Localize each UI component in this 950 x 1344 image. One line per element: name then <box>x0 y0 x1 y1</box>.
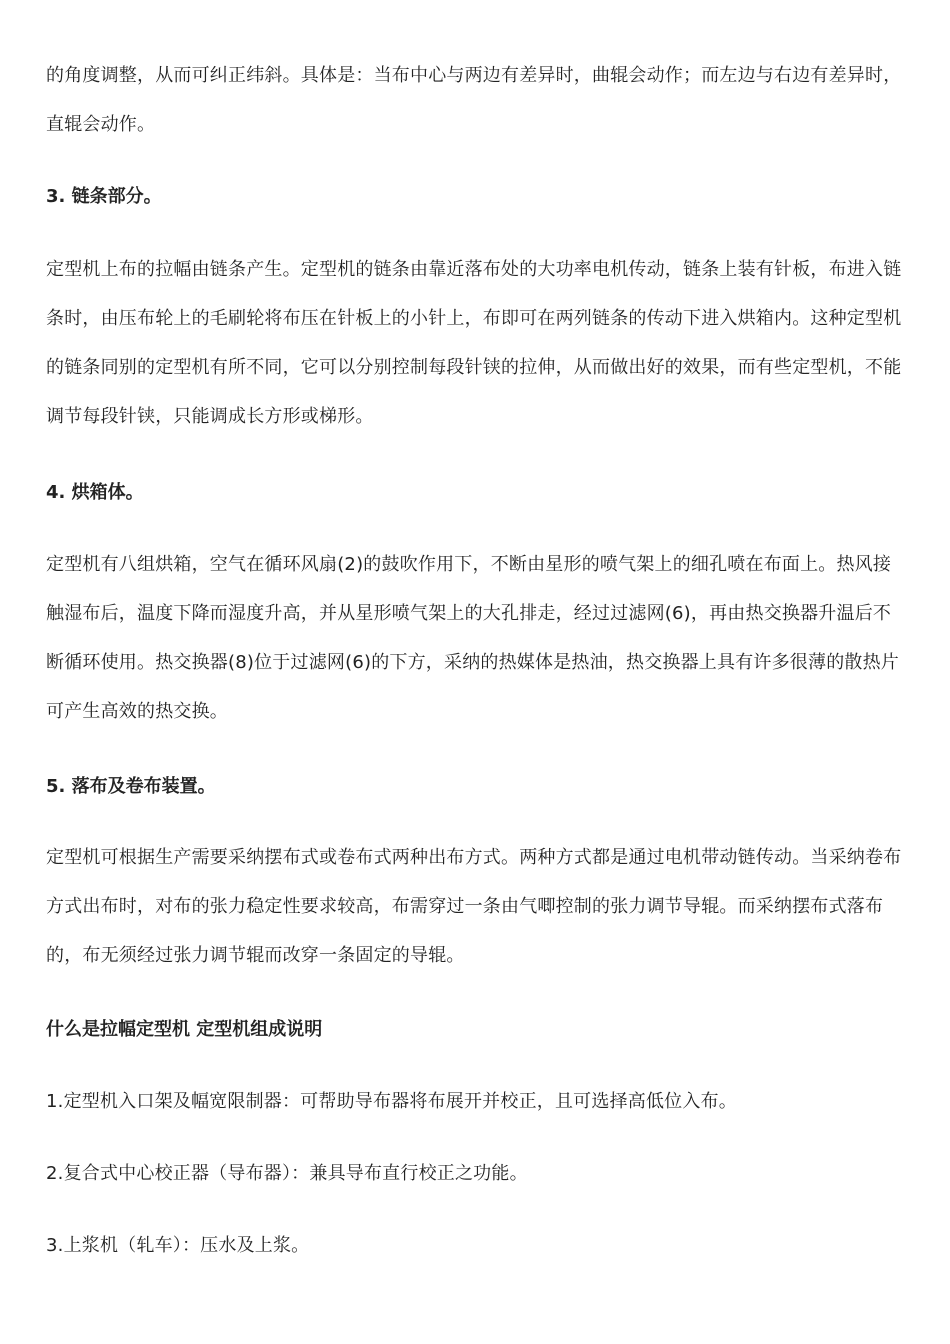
list-item-text: 3.上浆机（轧车）：压水及上浆。 <box>46 1235 310 1256</box>
paragraph-winding <box>46 833 904 980</box>
heading-text: 什么是拉幅定型机 定型机组成说明 <box>46 1019 323 1040</box>
list-item-text: 1.定型机入口架及幅宽限制器：可帮助导布器将布展开并校正，且可选择高低位入布。 <box>46 1091 737 1112</box>
heading-text: 3. 链条部分。 <box>46 186 162 207</box>
paragraph-text: 的角度调整，从而可纠正纬斜。具体是：当布中心与两边有差异时，曲辊会动作；而左边与右边有差异时，直辊会动作。 <box>46 65 902 135</box>
heading-text: 5. 落布及卷布装置。 <box>46 776 216 797</box>
list-item-center-corrector <box>46 1149 904 1198</box>
list-item-entry-frame <box>46 1077 904 1126</box>
heading-text: 4. 烘箱体。 <box>46 482 144 503</box>
section-heading-oven <box>46 468 904 517</box>
list-item-text: 2.复合式中心校正器（导布器）：兼具导布直行校正之功能。 <box>46 1163 528 1184</box>
paragraph-chain <box>46 245 904 441</box>
paragraph-text: 定型机有八组烘箱，空气在循环风扇(2)的鼓吹作用下，不断由星形的喷气架上的细孔喷在布面上。热风接触湿布后，温度下降而湿度升高，并从星形喷气架上的大孔排走，经过过滤网(6)，再由热交换器升温后不断循环使用。热交换器(8)位于过滤网(6)的下方，采纳的热媒体是热油，热交换器上具有许多很薄的散热片可产生高效的热交换。 <box>46 554 899 722</box>
section-heading-chain <box>46 172 904 221</box>
section-heading-winding <box>46 762 904 811</box>
paragraph-text: 定型机可根据生产需要采纳摆布式或卷布式两种出布方式。两种方式都是通过电机带动链传动。当采纳卷布方式出布时，对布的张力稳定性要求较高，布需穿过一条由气唧控制的张力调节导辊。而采纳摆布式落布的，布无须经过张力调节辊而改穿一条固定的导辊。 <box>46 847 902 966</box>
section-heading-stenter <box>46 1005 904 1054</box>
paragraph-weft-correction <box>46 51 904 149</box>
list-item-padder <box>46 1221 904 1270</box>
paragraph-oven <box>46 540 904 736</box>
paragraph-text: 定型机上布的拉幅由链条产生。定型机的链条由靠近落布处的大功率电机传动，链条上装有针板，布进入链条时，由压布轮上的毛刷轮将布压在针板上的小针上，布即可在两列链条的传动下进入烘箱内。这种定型机的链条同别的定型机有所不同，它可以分别控制每段针铗的拉伸，从而做出好的效果，而有些定型机，不能调节每段针铗，只能调成长方形或梯形。 <box>46 259 902 427</box>
